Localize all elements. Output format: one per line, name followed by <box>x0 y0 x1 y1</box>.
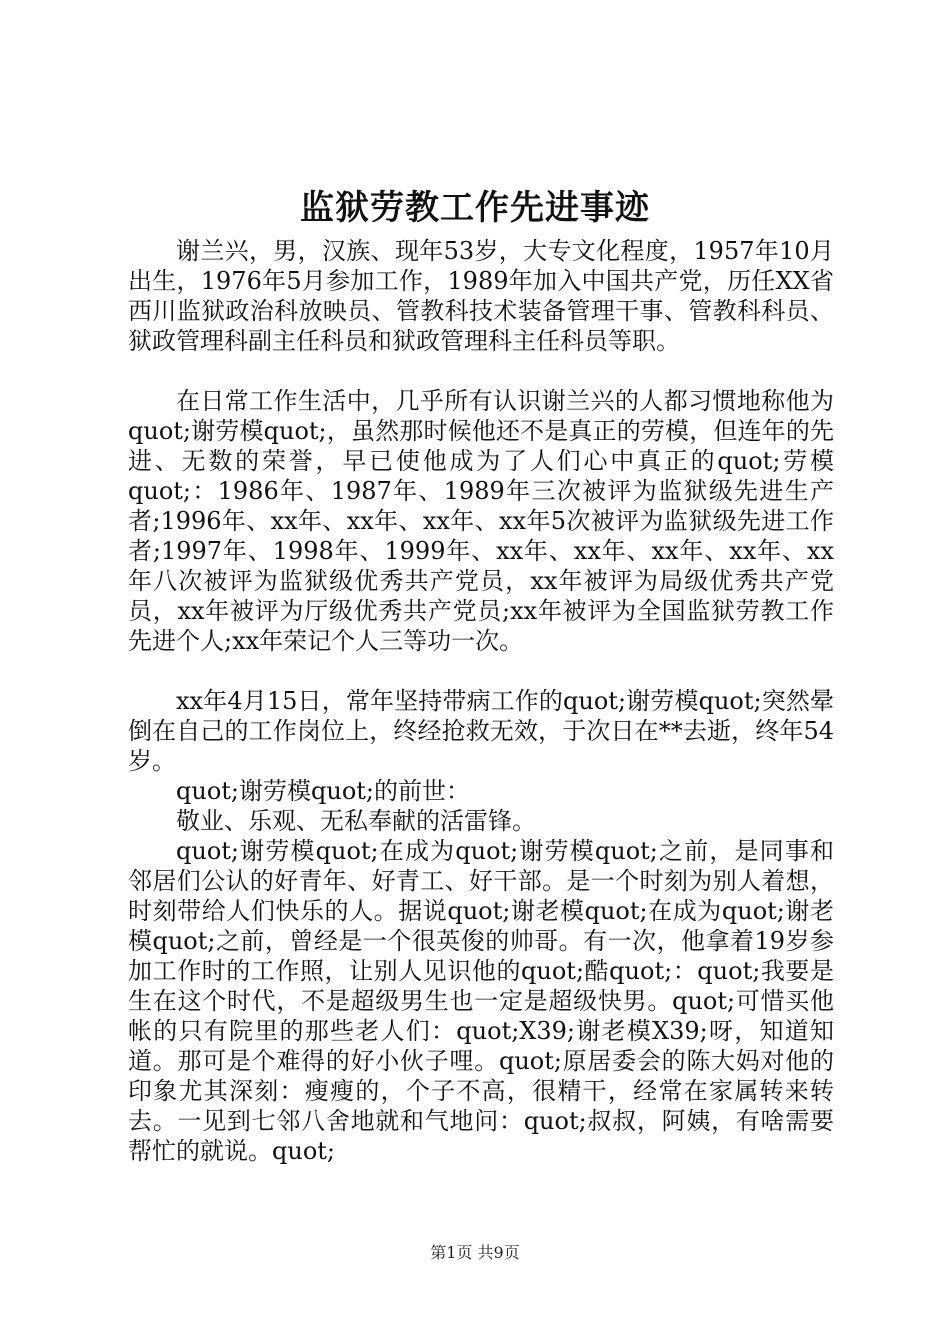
paragraph-heading-past: quot;谢劳模quot;的前世： <box>176 777 470 805</box>
paragraph-story: quot;谢劳模quot;在成为quot;谢劳模quot;之前，是同事和邻居们公认的好青年、好青工、好干部。是一个时刻为别人着想，时刻带给人们快乐的人。据说quot;谢老模quot;在成为quot;谢老模quot;之前，曾经是一个很英俊的帅哥。有一次，他拿着19岁参加工作时的工作照，让别人见识他的quot;酷quot;：quot;我要是生在这个时代，不是超级男生也一定是超级快男。quot;可惜买他帐的只有院里的那些老人们：quot;X39;谢老模X39;呀，知道知道。那可是个难得的好小伙子哩。quot;原居委会的陈大妈对他的印象尤其深刻：瘦瘦的，个子不高，很精干，经常在家属转来转去。一见到七邻八舍地就和气地问：quot;叔叔，阿姨，有啥需要帮忙的就说。quot; <box>128 837 834 1165</box>
document-title: 监狱劳教工作先进事迹 <box>300 188 650 228</box>
paragraph-subheading: 敬业、乐观、无私奉献的活雷锋。 <box>176 807 536 835</box>
paragraph-intro: 谢兰兴，男，汉族、现年53岁，大专文化程度，1957年10月出生，1976年5月参加工作，1989年加入中国共产党，历任XX省西川监狱政治科放映员、管教科技术装备管理干事、管教科科员、狱政管理科副主任科员和狱政管理科主任科员等职。 <box>128 237 834 355</box>
paragraph-passing: xx年4月15日，常年坚持带病工作的quot;谢劳模quot;突然晕倒在自己的工作岗位上，终经抢救无效，于次日在**去逝，终年54岁。 <box>128 687 834 775</box>
page-number-footer: 第1页 共9页 <box>430 1243 520 1262</box>
paragraph-honors: 在日常工作生活中，几乎所有认识谢兰兴的人都习惯地称他为quot;谢劳模quot;，虽然那时候他还不是真正的劳模，但连年的先进、无数的荣誉，早已使他成为了人们心中真正的quot;劳模quot;：1986年、1987年、1989年三次被评为监狱级先进生产者;1996年、xx年、xx年、xx年、xx年5次被评为监狱级先进工作者;1997年、1998年、1999年、xx年、xx年、xx年、xx年、xx年八次被评为监狱级优秀共产党员，xx年被评为局级优秀共产党员，xx年被评为厅级优秀共产党员;xx年被评为全国监狱劳教工作先进个人;xx年荣记个人三等功一次。 <box>128 387 834 655</box>
document-body <box>128 236 834 1166</box>
